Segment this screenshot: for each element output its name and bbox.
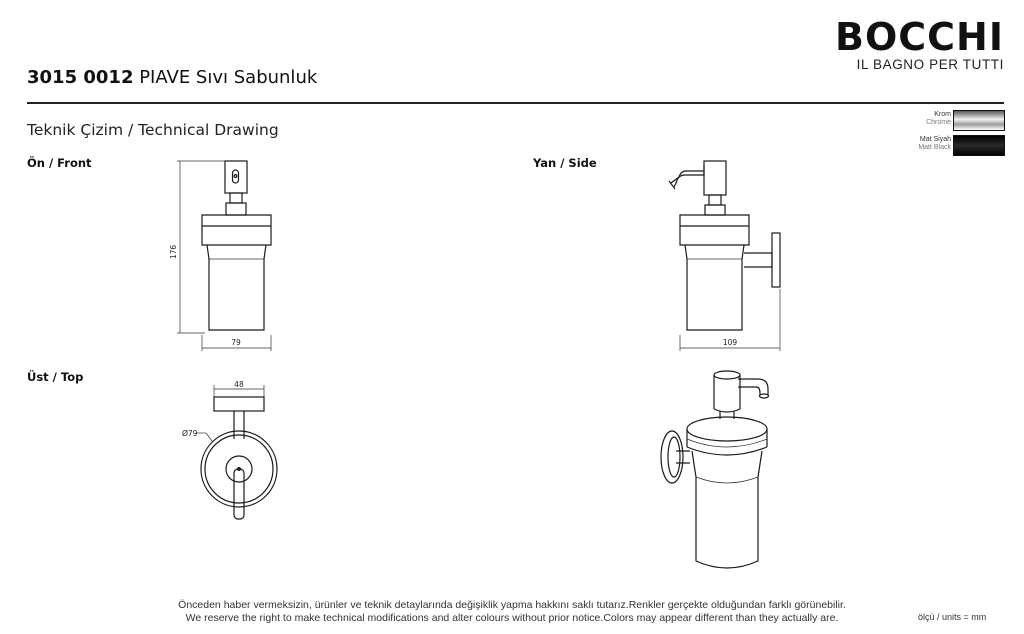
finish-black-name-en: Matt Black — [918, 144, 951, 151]
page-title — [27, 67, 317, 88]
side-container — [685, 245, 744, 330]
finish-chrome — [880, 110, 1005, 134]
units-note: ölçü / units = mm — [918, 612, 987, 622]
brand-name: BOCCHI — [835, 15, 1004, 59]
finish-chrome-name: Krom — [934, 111, 951, 118]
persp-container — [692, 451, 762, 568]
header-divider — [27, 102, 1004, 104]
brand-logo — [828, 15, 1004, 72]
finish-matt-black — [880, 135, 1005, 159]
side-spout — [674, 165, 704, 187]
disclaimer-tr: Önceden haber vermeksizin, ürünler ve teknik detaylarında değişiklik yapma hakkını saklı tutarız.Renkler gerçekte olduğundan farklı görünebilir. — [178, 599, 846, 611]
brand-tagline: IL BAGNO PER TUTTI — [856, 57, 1004, 72]
side-pump-head — [704, 161, 726, 195]
top-depth-dimension: 48 — [234, 380, 244, 389]
side-bracket-arm — [744, 253, 772, 267]
front-view-drawing — [160, 155, 300, 355]
disclaimer-en: We reserve the right to make technical modifications and alter colours without prior notice.Colors may appear different than they actually are. — [185, 612, 839, 624]
view-label-side: Yan / Side — [533, 156, 597, 170]
top-spout — [234, 469, 244, 519]
front-container — [207, 245, 266, 330]
finish-black-swatch — [953, 135, 1005, 156]
front-lid — [202, 215, 271, 245]
view-label-top: Üst / Top — [27, 370, 84, 384]
front-height-dimension: 176 — [169, 244, 178, 260]
top-view-drawing — [160, 375, 300, 535]
persp-pump-head — [714, 375, 740, 409]
side-width-dimension: 109 — [722, 338, 738, 347]
front-width-dimension: 79 — [231, 338, 241, 347]
side-view-drawing — [660, 155, 800, 355]
product-code: 3015 0012 — [27, 67, 134, 88]
persp-lid-top — [687, 417, 767, 441]
perspective-drawing — [650, 365, 790, 585]
finish-chrome-name-en: Chrome — [926, 119, 951, 126]
side-lid — [680, 215, 749, 245]
product-name: PIAVE Sıvı Sabunluk — [139, 67, 318, 88]
side-wall-plate — [772, 233, 780, 287]
front-pump-nozzle — [233, 170, 239, 183]
finish-chrome-swatch — [953, 110, 1005, 131]
finish-black-name: Mat Siyah — [919, 136, 951, 143]
view-label-front: Ön / Front — [27, 156, 92, 170]
section-subtitle: Teknik Çizim / Technical Drawing — [27, 121, 279, 139]
top-diameter-dimension: Ø79 — [182, 429, 198, 438]
disclaimer — [0, 599, 1024, 625]
top-wall-plate — [214, 397, 264, 411]
